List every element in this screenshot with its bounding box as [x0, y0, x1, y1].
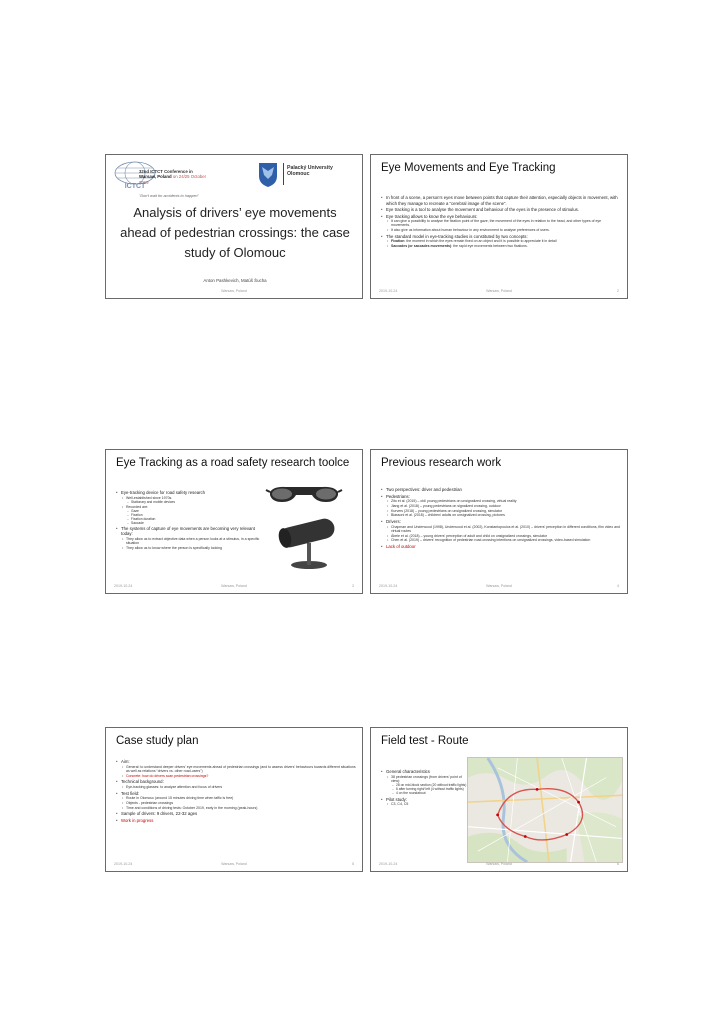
slide-number: 5 — [352, 862, 354, 866]
sub-bullet: • Zito et al. (2015) – old/ young pedestrians on unsignalized crossing, virtual reality — [387, 499, 621, 503]
slide-title: Previous research work — [381, 457, 502, 469]
sub-sub-bullet: – 28 on mid-block section (20 without traffic lights) — [392, 783, 469, 787]
presentation-title: Analysis of drivers’ eye movements ahead of pedestrian crossings: the case study of Olomouc — [120, 205, 350, 260]
slide-number: 3 — [352, 584, 354, 588]
bullet: • Technical background: — [116, 779, 356, 784]
logo-divider — [283, 163, 284, 185]
footer-place: Warsaw, Poland — [486, 862, 512, 866]
conference-city: Warsaw, Poland — [139, 174, 172, 180]
slide-number: 4 — [617, 584, 619, 588]
eye-tracking-glasses-icon — [264, 480, 344, 510]
slide-4-previous-research — [370, 449, 628, 594]
sub-bullet: • Saccades (or saccades movements): the rapid eye movements between two fixations. — [387, 244, 621, 248]
svg-text:ICTCT: ICTCT — [124, 183, 146, 190]
bullet: • Eye tracking is a tool to analyse the movement and behaviour of the eyes in the presence of stimulus. — [381, 207, 621, 212]
slide-footer — [379, 862, 619, 868]
footer-place: Warsaw, Poland — [486, 584, 512, 588]
conference-info — [139, 169, 239, 185]
slide-title: Eye Tracking as a road safety research toolce — [116, 457, 350, 469]
sub-bullet: • Time and conditions of driving tests: October 2019, early in the morning (peak-hours) — [122, 806, 356, 810]
slide-number: 6 — [617, 862, 619, 866]
slide-6-field-test-route — [370, 727, 628, 872]
university-name: Palacký University Olomouc — [287, 165, 333, 177]
slide-title: Field test - Route — [381, 735, 469, 747]
sub-bullet: • Eye-tracking glasses: to analyze attention and focus of drivers — [122, 785, 356, 789]
bullet: • Pedestrians: — [381, 494, 621, 499]
bullet: • Eye-tracking device for road safety research — [116, 490, 266, 495]
slide-bullets — [116, 489, 266, 550]
sub-bullet: • General: to understand deeper drivers’ eye movements ahead of pedestrian crossings (and to assess drivers’ behaviours towards different situations as well as relations “drivers vs. other road-users”) — [122, 765, 356, 774]
slide-bullets — [116, 758, 356, 823]
slide-5-case-study-plan — [105, 727, 363, 872]
sub-bullet: • Kurvers (2018) – young pedestrians on unsignalized crossing, simulator — [387, 509, 621, 513]
sub-bullet: • Biassoni et al. (2018) – children/ adults on unsignalized crossing, pictures — [387, 513, 621, 517]
sub-bullet: • Ábele et al. (2018) – young drivers’ perception of adult and child on unsignalized crossings, simulator — [387, 534, 621, 538]
bullet: • The systems of capture of eye movements are becoming very relevant today: — [116, 526, 266, 536]
sub-sub-bullet: – 4 on the roundabout — [392, 791, 469, 795]
bullet: • In front of a scene, a person’s eyes move between points that capture their attention, especially objects in movement, with which they manage to recreate a “cerebral image of the scene”. — [381, 195, 621, 205]
slide-footer — [114, 289, 354, 295]
sub-bullet: • Recorded are: — [122, 505, 266, 509]
footer-place: Warsaw, Poland — [221, 862, 247, 866]
bullet: • Aim: — [116, 759, 356, 764]
slide-title: Eye Movements and Eye Tracking — [381, 162, 556, 174]
bullet: • Drivers: — [381, 519, 621, 524]
slide-title: Case study plan — [116, 735, 199, 747]
sub-sub-bullet: – Gaze — [127, 509, 266, 513]
route-map-icon — [467, 757, 623, 863]
sub-bullet: • It also give us information about human behaviour in any environment to analyse preferences of users. — [387, 228, 621, 232]
sub-bullet: • They allow us to extract objective data when a person looks at a stimulus, in a specific situation — [122, 537, 266, 546]
sub-bullet: • They allow us to know where the person is specifically looking — [122, 546, 266, 550]
bullet: • Pilot study: — [381, 797, 469, 802]
footer-date: 2019-10-24 — [379, 584, 398, 588]
sub-bullet: • Chen et al. (2019) – drivers’ recognition of pedestrian road-crossing intentions on unsignalized crossings, video-based simulation — [387, 538, 621, 542]
sub-sub-bullet: – Fixation duration — [127, 517, 266, 521]
slide-2-eye-tracking — [370, 154, 628, 299]
sub-sub-bullet: – Stationary and mobile devices — [127, 500, 266, 504]
bullet-highlight: • Work in progress — [116, 818, 356, 823]
slide-number: 2 — [617, 289, 619, 293]
slide-bullets — [381, 768, 469, 807]
slide-footer — [114, 862, 354, 868]
sub-bullet: • Route in Olomouc (around 15 minutes driving time when taffic is free) — [122, 796, 356, 800]
sub-bullet: • Objects - pedestrian crossings — [122, 801, 356, 805]
footer-date: 2019-10-24 — [379, 862, 398, 866]
sub-sub-bullet: – Saccade — [127, 521, 266, 525]
footer-place: Warsaw, Poland — [486, 289, 512, 293]
sub-bullet: • Fixation: the moment in which the eyes remain fixed on an object and it is possible to appreciate it in detail — [387, 239, 621, 243]
university-crest-icon — [258, 162, 278, 188]
bullet: • The standard model in eye-tracking studies is constituted by two concepts: — [381, 234, 621, 239]
slide-footer — [379, 289, 619, 295]
sub-bullet: • Well-established since 1970s. — [122, 496, 266, 500]
bullet: • Eye tracking allows to know the eye behaviours: — [381, 214, 621, 219]
conference-dates: on 24/25 October — [171, 174, 207, 180]
footer-date: 2019-10-24 — [379, 289, 398, 293]
slide-bullets — [381, 486, 621, 549]
slide-footer — [114, 584, 354, 590]
footer-place: Warsaw, Poland — [221, 289, 247, 293]
conference-quote: "Don't wait for accidents to happen" — [139, 194, 199, 198]
sub-bullet: • It can give a possibility to analyse the fixation point of the gaze, the movement of the eyes in relation to the head, and other types of eye movements. — [387, 219, 621, 228]
sub-bullet: • Chapman and Underwood (1998), Underwood et al. (2002), Konstantopoulos et al. (2010) – drivers’ perception in different conditions, film video and virtual routes — [387, 525, 621, 534]
slide-1-title — [105, 154, 363, 299]
bullet: • Test field: — [116, 791, 356, 796]
conference-year: 2019 — [139, 179, 149, 185]
sub-bullet: • 38 pedestrian crossings (from drivers’ point of view): — [387, 775, 469, 784]
footer-date: 2019-10-24 — [114, 862, 133, 866]
sub-bullet: • C3, C4, C5 — [387, 802, 469, 806]
authors: Anton Pashkevich, Matúš Šucha — [203, 278, 267, 283]
sub-bullet: • Jiang et al. (2018) – young pedestrians on signalized crossing, outdoor — [387, 504, 621, 508]
bullet: • Sample of drivers: 9 drivers, 22-32 ages — [116, 811, 356, 816]
conference-line1: 32nd ICTCT Conference in — [139, 169, 193, 174]
slide-3-road-safety-tool — [105, 449, 363, 594]
sub-sub-bullet: – 6 after turning right/ left (4 without traffic lights) — [392, 787, 469, 791]
bullet: • Two perspectives: driver and pedestrian — [381, 487, 621, 492]
sub-sub-bullet: – Fixation — [127, 513, 266, 517]
sub-bullet-highlight: • Concrete: how do drivers scan pedestrian crossings? — [122, 774, 356, 778]
bullet-highlight: • Lack of outdoor — [381, 544, 621, 549]
remote-eye-tracker-icon — [271, 513, 341, 571]
slide-footer — [379, 584, 619, 590]
bullet: • General characteristics — [381, 769, 469, 774]
footer-date: 2019-10-24 — [114, 584, 133, 588]
slide-bullets — [381, 194, 621, 248]
footer-place: Warsaw, Poland — [221, 584, 247, 588]
